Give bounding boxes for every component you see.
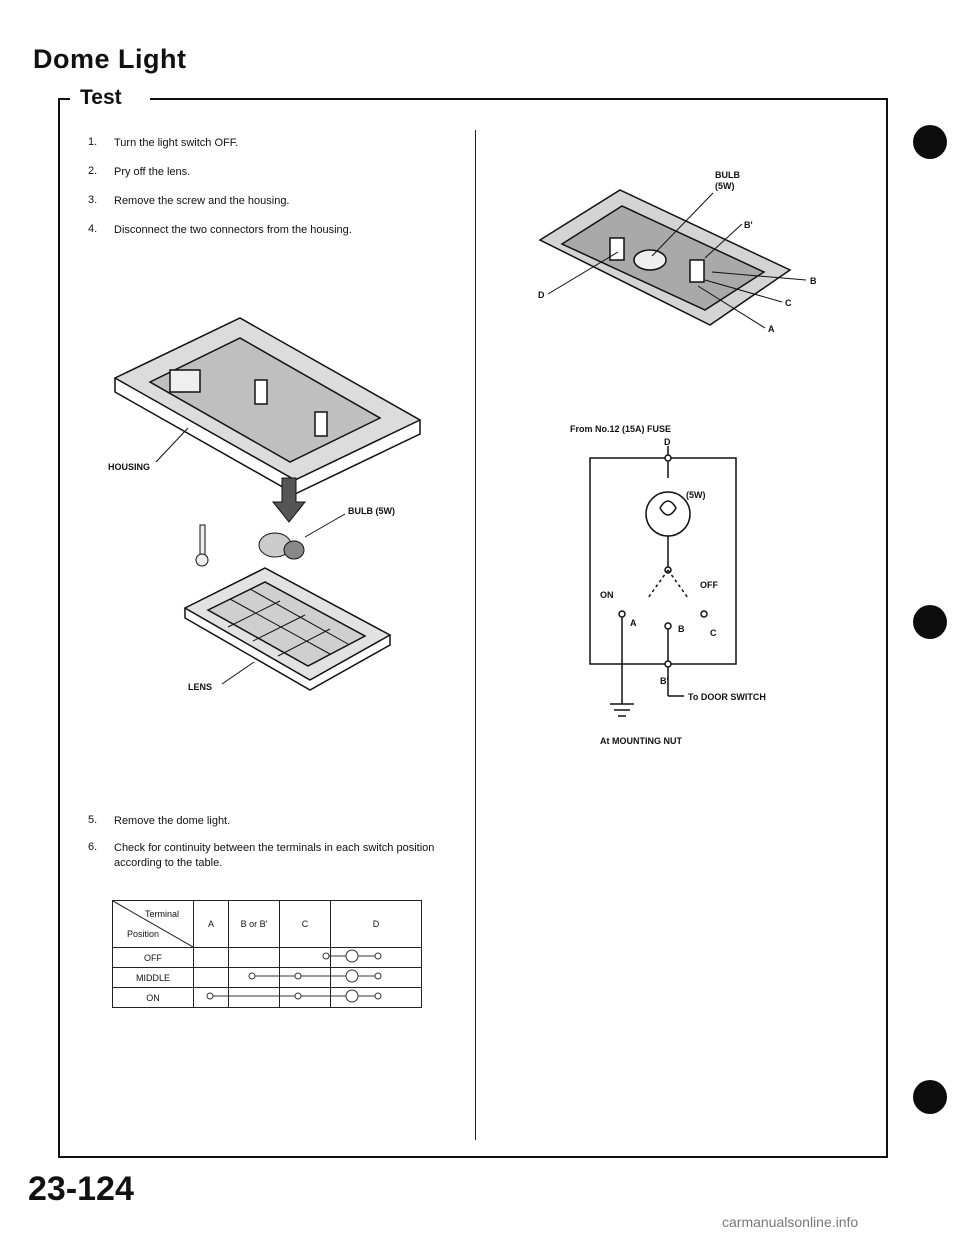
bulb-icon [346,990,358,1002]
steps-top [88,136,458,251]
terminal-node [665,623,671,629]
section-title: Test [76,86,126,110]
top-d-label: D [538,290,545,300]
screw-icon [196,525,208,566]
housing-label: HOUSING [108,462,151,472]
terminal-node [323,953,329,959]
top-view-housing [540,190,790,325]
lens-leader [222,662,254,684]
continuity-connections [112,946,442,1008]
step-4: 4. Disconnect the two connectors from the housing. [88,222,352,236]
lens-label: LENS [188,682,213,692]
terminal-node [375,993,381,999]
dome-light-top-view [500,160,830,360]
terminal-node [249,973,255,979]
page-number: 23-124 [28,1170,134,1208]
b-prime-label: B' [660,676,669,686]
terminal-node [207,993,213,999]
exploded-view-illustration [90,300,470,720]
top-c-label: C [785,298,792,308]
housing-leader [156,428,188,462]
terminal-node [619,611,625,617]
bulb-icon [346,950,358,962]
step-1: 1. Turn the light switch OFF. [88,136,239,149]
top-bulb-label-2: (5W) [715,181,735,191]
terminal-node [295,993,301,999]
bulb-drawing [259,533,304,559]
frame-top-left [58,98,70,100]
circuit-schematic [560,418,810,758]
column-divider [475,130,476,1140]
top-a-label: A [768,324,775,334]
column-header: C [280,901,331,948]
off-label: OFF [700,580,718,590]
column-header: D [331,901,422,948]
position-cell: ON [113,988,194,1008]
step-6: 6. Check for continuity between the terminals in each switch position according to the table. [88,840,435,869]
c-label: C [710,628,717,638]
step-5: 5. Remove the dome light. [88,814,231,827]
bulb-symbol [646,492,690,536]
a-label: A [630,618,637,628]
column-header: A [194,901,229,948]
top-b-prime-label: B' [744,220,753,230]
top-bulb-label-1: BULB [715,170,740,180]
binder-hole-mark [913,1080,947,1114]
frame-top-right [150,98,886,100]
ground-label: At MOUNTING NUT [600,736,682,746]
step-2: 2. Pry off the lens. [88,164,191,178]
terminal-node [375,973,381,979]
header-diagonal-cell: Terminal Position [113,901,194,948]
lens-drawing [185,568,390,690]
position-cell: MIDDLE [113,968,194,988]
steps-bottom [88,814,458,883]
door-switch-label: To DOOR SWITCH [688,692,766,702]
binder-hole-mark [913,125,947,159]
terminal-node [701,611,707,617]
bulb-leader [305,514,345,537]
watermark: carmanualsonline.info [722,1214,859,1230]
bulb-icon [346,970,358,982]
terminal-node [295,973,301,979]
page-title: Dome Light [33,44,187,74]
b-label: B [678,624,685,634]
terminal-node [665,455,671,461]
step-3: 3. Remove the screw and the housing. [88,193,290,207]
binder-hole-mark [913,605,947,639]
position-cell: OFF [113,948,194,968]
table-header-row [113,901,422,948]
d-label: D [664,437,671,447]
column-header: B or B' [229,901,280,948]
on-label: ON [600,590,614,600]
housing-drawing [115,318,420,494]
top-b-label: B [810,276,817,286]
bulb-label: BULB (5W) [348,506,395,516]
terminal-node [375,953,381,959]
terminal-node [665,661,671,667]
fuse-label: From No.12 (15A) FUSE [570,424,672,434]
bulb-rating-label: (5W) [686,490,706,500]
